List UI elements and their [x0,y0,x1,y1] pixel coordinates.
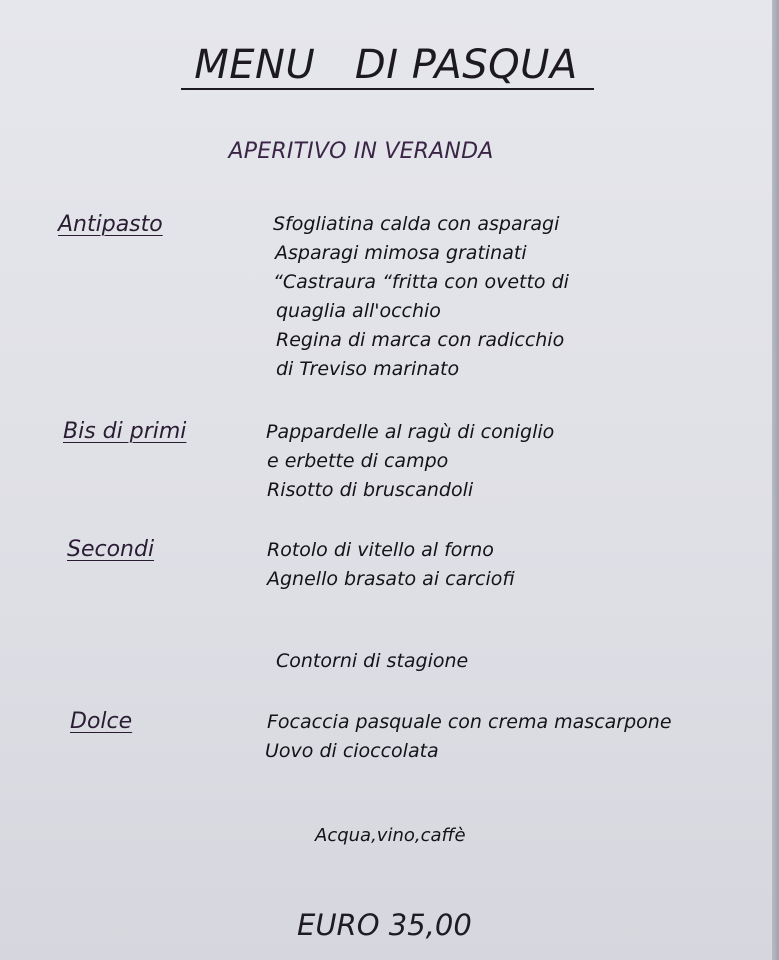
menu-item: Agnello brasato ai carciofi [267,568,515,590]
menu-title: MENU DI PASQUA [194,42,578,88]
menu-item: Uovo di cioccolata [265,740,439,762]
drinks-line: Acqua,vino,caffè [315,825,466,846]
paper-edge-shadow [772,0,779,960]
section-label-bis-di-primi: Bis di primi [63,419,187,444]
section-label-dolce: Dolce [70,709,133,734]
section-items-bis-di-primi [266,418,554,505]
menu-item: Pappardelle al ragù di coniglio [266,421,555,443]
menu-item: “Castraura “fritta con ovetto di [273,271,569,293]
menu-item: di Treviso marinato [276,358,460,380]
menu-item: Focaccia pasquale con crema mascarpone [267,711,672,733]
menu-item: quaglia all'occhio [276,300,441,322]
section-items-antipasto [273,210,569,384]
section-label-antipasto: Antipasto [58,212,163,237]
menu-item: e erbette di campo [267,450,449,472]
menu-item: Risotto di bruscandoli [267,479,474,501]
section-label-secondi: Secondi [67,537,155,562]
menu-item: Regina di marca con radicchio [276,329,565,351]
menu-item: Sfogliatina calda con asparagi [273,213,560,235]
menu-item: Asparagi mimosa gratinati [275,242,527,264]
section-items-dolce [267,708,672,766]
price: EURO 35,00 [297,908,472,942]
contorni-line: Contorni di stagione [276,650,469,672]
menu-subtitle: APERITIVO IN VERANDA [228,139,494,164]
title-underline [181,88,594,90]
section-items-secondi [267,536,515,594]
menu-item: Rotolo di vitello al forno [267,539,494,561]
